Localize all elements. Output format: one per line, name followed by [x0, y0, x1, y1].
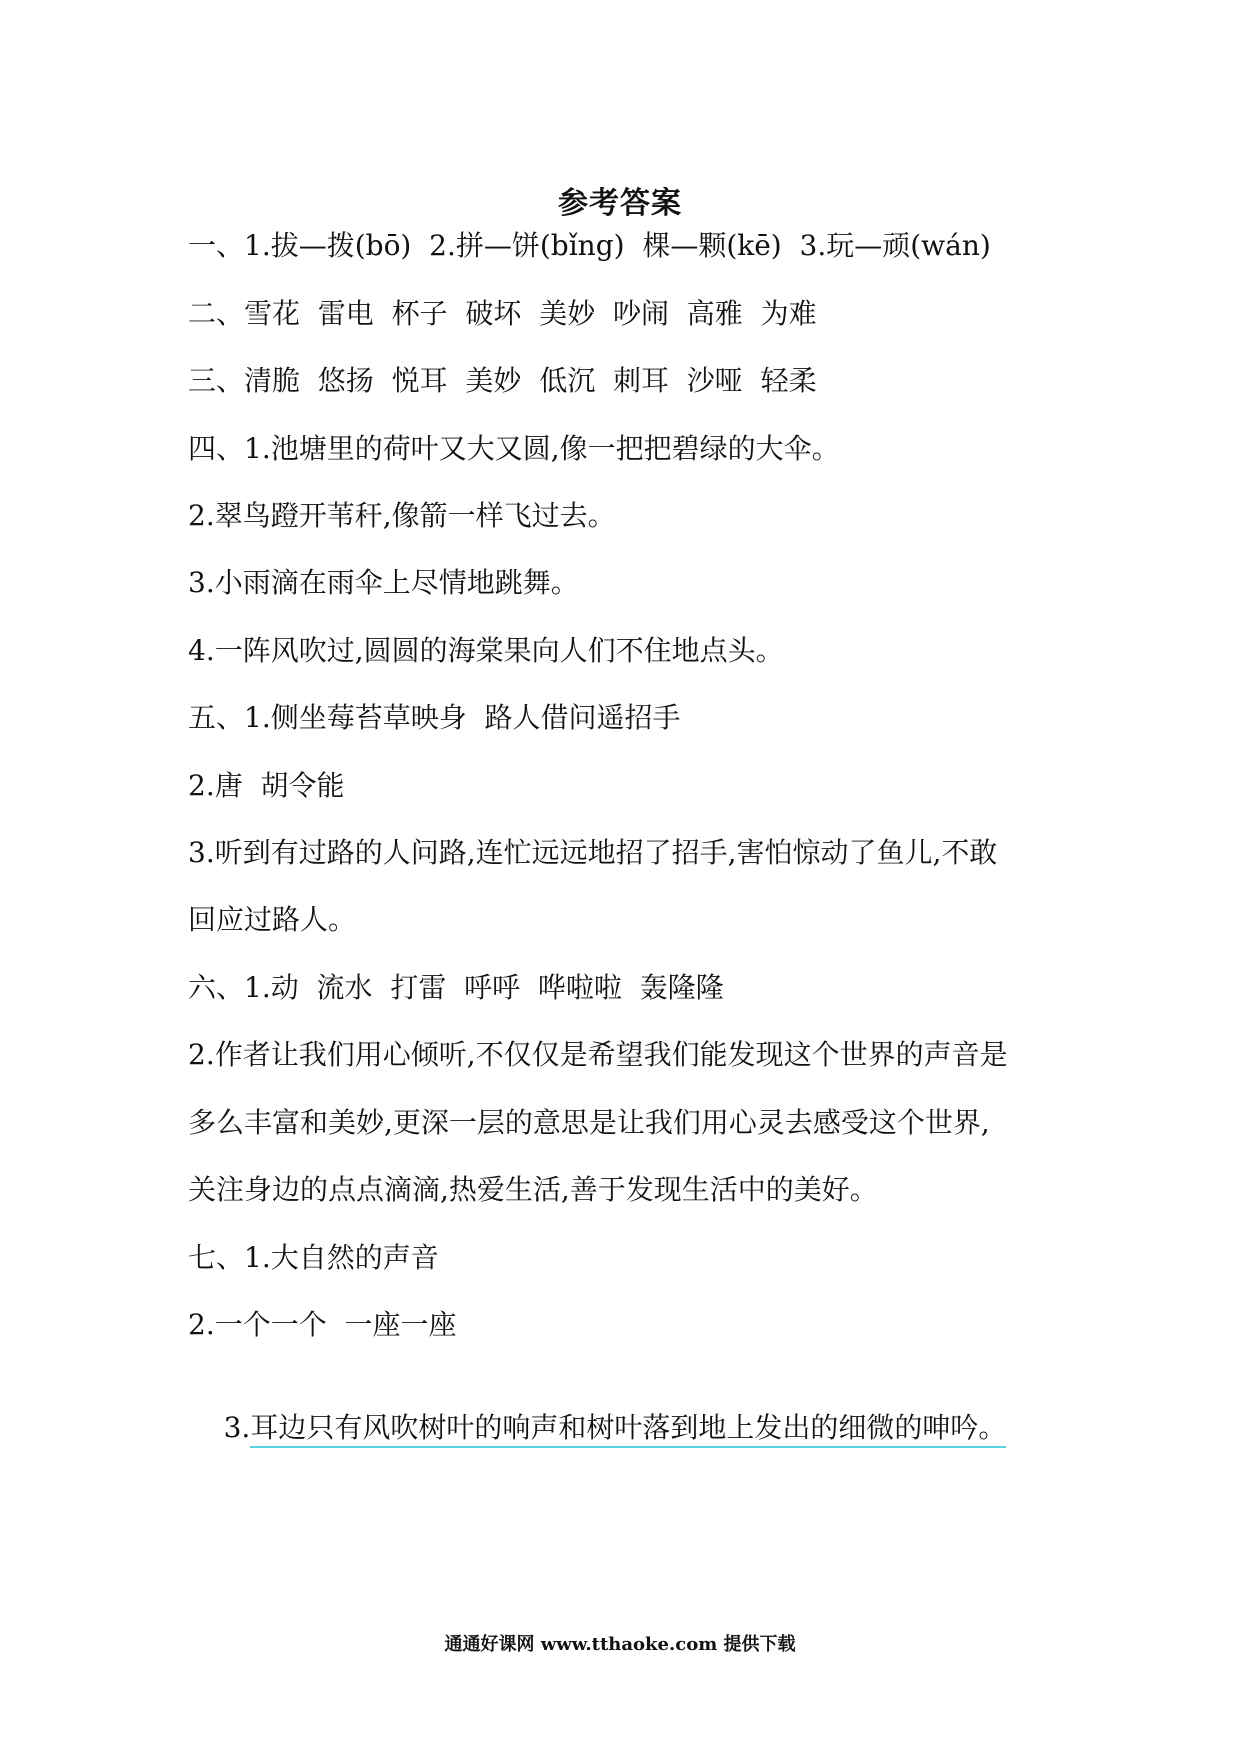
- answer-line-11: 回应过路人。: [188, 903, 357, 936]
- answer-line-6: 3.小雨滴在雨伞上尽情地跳舞。: [188, 566, 579, 599]
- answer-line-18-prefix: 3.: [223, 1411, 251, 1444]
- answer-line-13: 2.作者让我们用心倾听,不仅仅是希望我们能发现这个世界的声音是: [188, 1038, 1008, 1071]
- answer-line-4: 四、1.池塘里的荷叶又大又圆,像一把把碧绿的大伞。: [188, 432, 840, 465]
- answer-line-2: 二、雪花 雷电 杯子 破坏 美妙 吵闹 高雅 为难: [188, 297, 817, 330]
- answer-line-14: 多么丰富和美妙,更深一层的意思是让我们用心灵去感受这个世界,: [188, 1106, 990, 1139]
- answer-line-18: [188, 1374, 1006, 1482]
- answer-line-17: 2.一个一个 一座一座: [188, 1308, 457, 1341]
- answer-line-9: 2.唐 胡令能: [188, 769, 345, 802]
- answer-line-1: 一、1.拔—拨(bō) 2.拼—饼(bǐng) 棵—颗(kē) 3.玩—顽(wán): [188, 229, 991, 262]
- answer-line-5: 2.翠鸟蹬开苇秆,像箭一样飞过去。: [188, 499, 616, 532]
- answer-line-16: 七、1.大自然的声音: [188, 1241, 439, 1274]
- underlined-answer-text: 耳边只有风吹树叶的响声和树叶落到地上发出的细微的呻吟。: [250, 1411, 1006, 1448]
- answer-line-15: 关注身边的点点滴滴,热爱生活,善于发现生活中的美好。: [188, 1173, 878, 1206]
- page-title: 参考答案: [558, 186, 682, 221]
- answer-line-8: 五、1.侧坐莓苔草映身 路人借问遥招手: [188, 701, 681, 734]
- answer-line-10: 3.听到有过路的人问路,连忙远远地招了招手,害怕惊动了鱼儿,不敢: [188, 836, 998, 869]
- answer-line-7: 4.一阵风吹过,圆圆的海棠果向人们不住地点头。: [188, 634, 784, 667]
- answer-line-12: 六、1.动 流水 打雷 呼呼 哗啦啦 轰隆隆: [188, 971, 724, 1004]
- answer-line-3: 三、清脆 悠扬 悦耳 美妙 低沉 刺耳 沙哑 轻柔: [188, 364, 817, 397]
- page-footer: 通通好课网 www.tthaoke.com 提供下载: [444, 1634, 796, 1655]
